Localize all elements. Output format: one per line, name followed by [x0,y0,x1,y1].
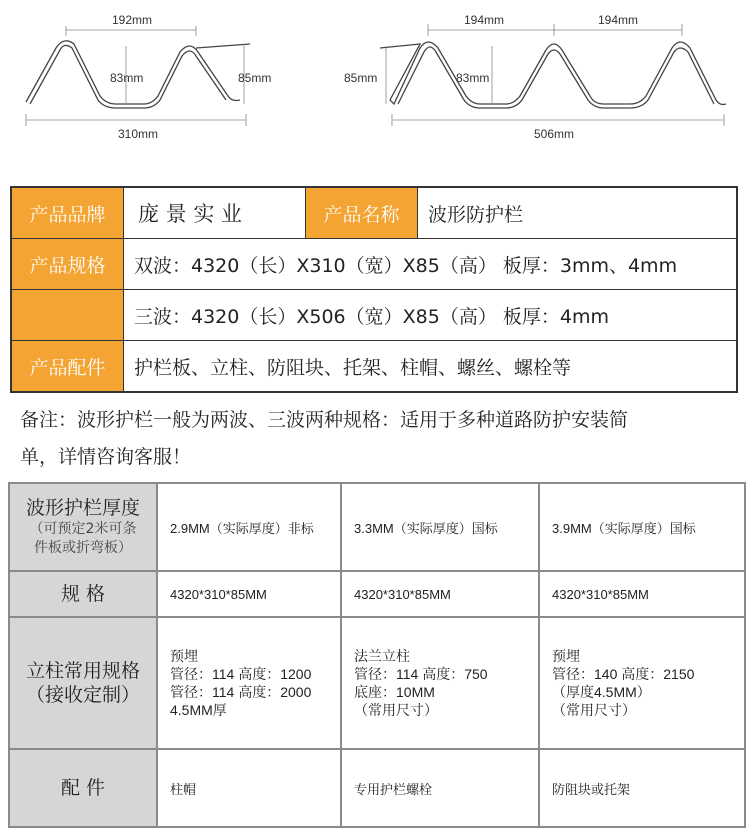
remark-line-1: 备注：波形护栏一般为两波、三波两种规格：适用于多种道路防护安装简 [20,409,629,431]
parts-label: 产品配件 [12,341,124,391]
thickness-header-note-2: 件板或折弯板） [34,540,132,556]
parts-row [12,340,736,391]
dim-194-a: 194mm [464,13,505,27]
spec-row-triple [12,289,736,340]
accessory-cell-1: 柱帽 [158,750,340,826]
spec-row-double [12,238,736,289]
post-1-line-1: 预埋 [170,648,198,664]
accessory-cell-3: 防阻块或托架 [540,750,744,826]
post-2-line-3: 底座：10MM [354,684,435,700]
post-3-line-3: （厚度4.5MM） [552,684,651,700]
name-label: 产品名称 [306,188,418,238]
post-3-line-2: 管径：140 高度：2150 [552,666,695,682]
size-header [10,572,156,616]
thickness-header [10,484,156,570]
dim-310: 310mm [118,127,159,141]
dim-85-right: 85mm [344,71,378,85]
accessory-header [10,750,156,826]
spec-label: 产品规格 [12,239,124,289]
post-header [10,618,156,748]
thickness-cell-3: 3.9MM（实际厚度）国标 [540,484,744,570]
post-3-line-4: （常用尺寸） [552,702,636,718]
post-cell-1 [158,618,340,748]
product-info-table [10,186,738,393]
accessory-cell-2: 专用护栏螺栓 [342,750,538,826]
dim-83-right: 83mm [456,71,490,85]
spec-table [8,482,746,828]
thickness-cell-2: 3.3MM（实际厚度）国标 [342,484,538,570]
post-2-line-1: 法兰立柱 [354,648,410,664]
post-1-line-4: 4.5MM厚 [170,702,227,718]
post-2-line-2: 管径：114 高度：750 [354,666,488,682]
thickness-cell-1: 2.9MM（实际厚度）非标 [158,484,340,570]
spec-label-continued [12,290,124,340]
post-1-line-3: 管径：114 高度：2000 [170,684,312,700]
dim-85-left: 85mm [238,71,272,85]
dim-506: 506mm [534,127,575,141]
accessory-header-title: 配 件 [60,777,106,799]
thickness-header-note-1: （可预定2米可条 [29,521,137,537]
brand-value: 庞 景 实 业 [124,188,306,238]
post-header-title: 立柱常用规格 [25,660,140,682]
size-cell-2: 4320*310*85MM [342,572,538,616]
size-cell-3: 4320*310*85MM [540,572,744,616]
dim-194-b: 194mm [598,13,639,27]
post-cell-3 [540,618,744,748]
post-header-note: （接收定制） [25,684,140,706]
post-1-line-2: 管径：114 高度：1200 [170,666,312,682]
profile-diagrams [0,0,750,160]
thickness-header-title: 波形护栏厚度 [25,497,140,519]
parts-value: 护栏板、立柱、防阻块、托架、柱帽、螺丝、螺栓等 [134,356,572,379]
spec-triple: 三波：4320（长）X506（宽）X85（高） 板厚：4mm [134,305,609,328]
dim-192: 192mm [112,13,153,27]
remark-text [20,402,740,476]
post-cell-2 [342,618,538,748]
remark-line-2: 单，详情咨询客服！ [20,446,192,468]
size-cell-1: 4320*310*85MM [158,572,340,616]
brand-row [12,188,736,238]
triple-wave-diagram [380,24,726,126]
name-value: 波形防护栏 [428,203,524,226]
post-2-line-4: （常用尺寸） [354,702,438,718]
spec-double: 双波：4320（长）X310（宽）X85（高） 板厚：3mm、4mm [134,254,678,277]
size-header-title: 规 格 [60,583,106,605]
post-3-line-1: 预埋 [552,648,580,664]
dim-83-left: 83mm [110,71,144,85]
brand-label: 产品品牌 [12,188,124,238]
